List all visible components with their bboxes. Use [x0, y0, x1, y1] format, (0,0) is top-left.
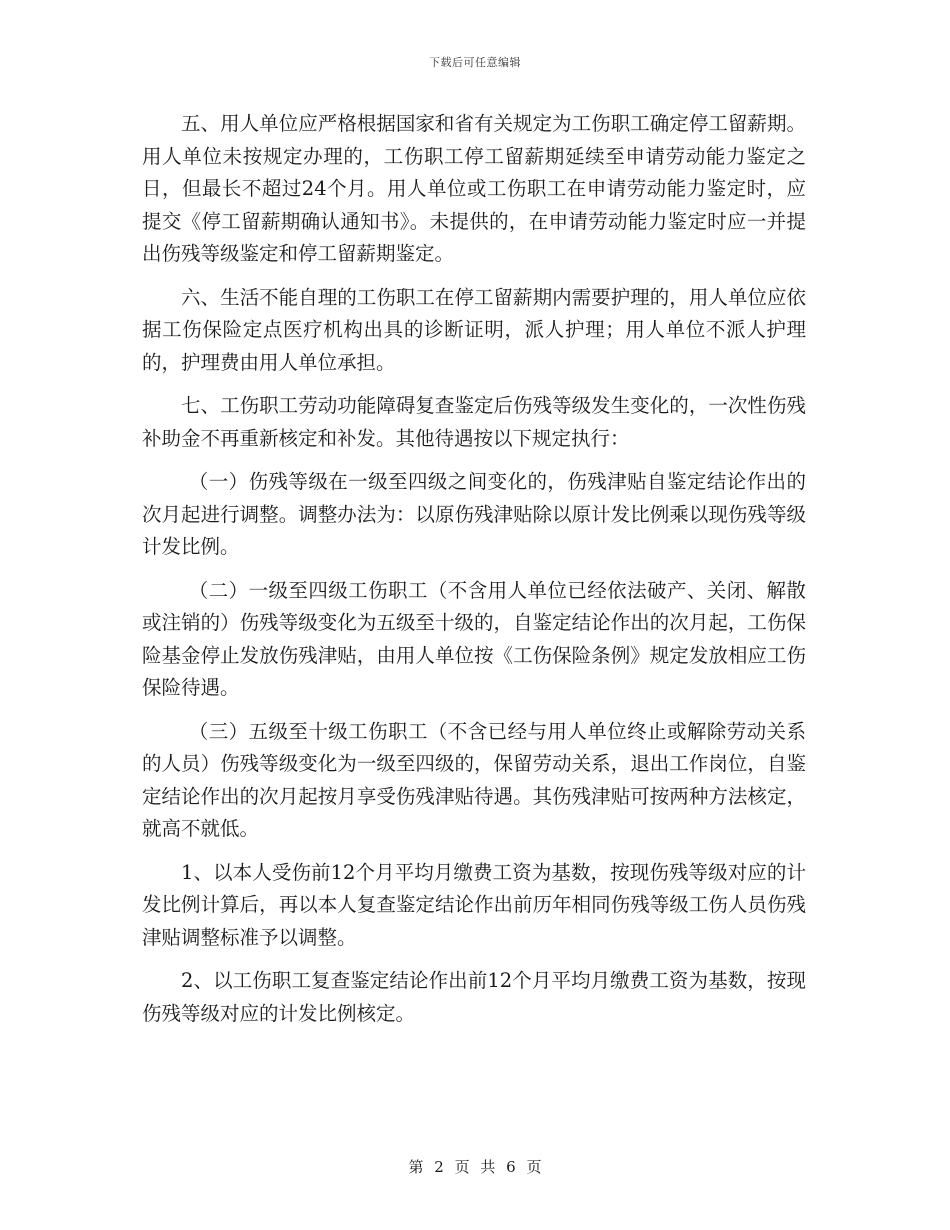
paragraph-7-2: （二）一级至四级工伤职工（不含用人单位已经依法破产、关闭、解散或注销的）伤残等级变化为五级至十级的，自鉴定结论作出的次月起，工伤保险基金停止发放伤残津贴，由用人单位按《工伤保险条例》规定发放相应工伤保险待遇。: [142, 578, 806, 699]
page-number: 第 2 页 共 6 页: [408, 1158, 542, 1176]
paragraph-7: 七、工伤职工劳动功能障碍复查鉴定后伤残等级发生变化的，一次性伤残补助金不再重新核定和补发。其他待遇按以下规定执行：: [142, 394, 806, 450]
page-header: 下载后可任意编辑: [429, 56, 521, 69]
paragraph-method-1: 1、以本人受伤前12个月平均月缴费工资为基数，按现伤残等级对应的计发比例计算后，再以本人复查鉴定结论作出前历年相同伤残等级工伤人员伤残津贴调整标准予以调整。: [142, 860, 806, 949]
paragraph-6: 六、生活不能自理的工伤职工在停工留薪期内需要护理的，用人单位应依据工伤保险定点医疗机构出具的诊断证明，派人护理；用人单位不派人护理的，护理费由用人单位承担。: [142, 285, 806, 374]
paragraph-7-1: （一）伤残等级在一级至四级之间变化的，伤残津贴自鉴定结论作出的次月起进行调整。调整办法为：以原伤残津贴除以原计发比例乘以现伤残等级计发比例。: [142, 470, 806, 558]
paragraph-method-2: 2、以工伤职工复查鉴定结论作出前12个月平均月缴费工资为基数，按现伤残等级对应的计发比例核定。: [142, 969, 806, 1025]
paragraph-5: 五、用人单位应严格根据国家和省有关规定为工伤职工确定停工留薪期。用人单位未按规定办理的，工伤职工停工留薪期延续至申请劳动能力鉴定之日，但最长不超过24个月。用人单位或工伤职工在申请劳动能力鉴定时，应提交《停工留薪期确认通知书》。未提供的，在申请劳动能力鉴定时应一并提出伤残等级鉴定和停工留薪期鉴定。: [142, 112, 806, 265]
paragraph-7-3: （三）五级至十级工伤职工（不含已经与用人单位终止或解除劳动关系的人员）伤残等级变化为一级至四级的，保留劳动关系，退出工作岗位，自鉴定结论作出的次月起按月享受伤残津贴待遇。其伤残津贴可按两种方法核定，就高不就低。: [142, 719, 806, 840]
document-body: [142, 108, 806, 1041]
